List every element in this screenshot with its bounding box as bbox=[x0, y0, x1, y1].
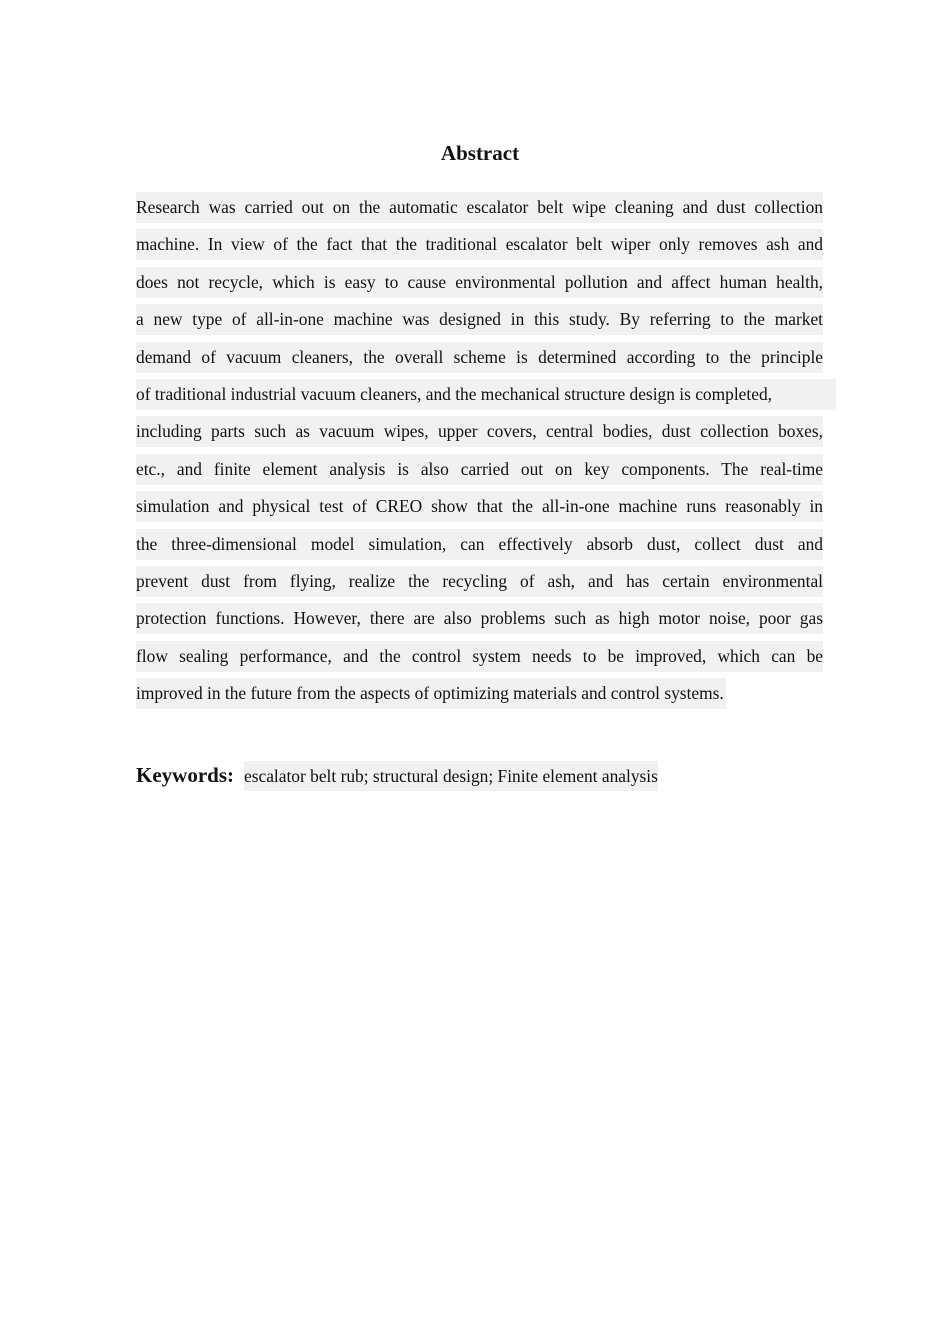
abstract-title: Abstract bbox=[440, 141, 520, 165]
abstract-line bbox=[136, 304, 836, 341]
abstract-line bbox=[136, 529, 836, 566]
abstract-line bbox=[136, 454, 836, 491]
abstract-line-text: improved in the future from the aspects of optimizing materials and control systems. bbox=[136, 678, 726, 709]
abstract-line bbox=[136, 379, 836, 416]
abstract-line-text: Research was carried out on the automatic escalator belt wipe cleaning and dust collection bbox=[136, 192, 823, 223]
abstract-line bbox=[136, 491, 836, 528]
abstract-line-text: demand of vacuum cleaners, the overall scheme is determined according to the principle bbox=[136, 342, 823, 373]
abstract-line-text: of traditional industrial vacuum cleaners, and the mechanical structure design is completed, bbox=[136, 379, 836, 410]
abstract-line-text: prevent dust from flying, realize the recycling of ash, and has certain environmental bbox=[136, 566, 823, 597]
abstract-line-text: etc., and finite element analysis is also carried out on key components. The real-time bbox=[136, 454, 823, 485]
abstract-line bbox=[136, 678, 836, 715]
abstract-line-text: simulation and physical test of CREO show that the all-in-one machine runs reasonably in bbox=[136, 491, 823, 522]
abstract-line-text: does not recycle, which is easy to cause environmental pollution and affect human health, bbox=[136, 267, 823, 298]
abstract-line bbox=[136, 192, 836, 229]
abstract-line bbox=[136, 641, 836, 678]
abstract-line bbox=[136, 416, 836, 453]
abstract-body bbox=[136, 192, 836, 715]
keywords-row bbox=[136, 760, 836, 791]
keywords-label: Keywords: bbox=[136, 763, 234, 787]
abstract-line bbox=[136, 566, 836, 603]
abstract-line-text: a new type of all-in-one machine was designed in this study. By referring to the market bbox=[136, 304, 823, 335]
abstract-line bbox=[136, 603, 836, 640]
abstract-line-text: flow sealing performance, and the control system needs to be improved, which can be bbox=[136, 641, 823, 672]
abstract-line bbox=[136, 267, 836, 304]
abstract-line bbox=[136, 342, 836, 379]
abstract-line-text: protection functions. However, there are also problems such as high motor noise, poor gas bbox=[136, 603, 823, 634]
abstract-line-text: including parts such as vacuum wipes, upper covers, central bodies, dust collection boxes, bbox=[136, 416, 823, 447]
abstract-line-text: the three-dimensional model simulation, can effectively absorb dust, collect dust and bbox=[136, 529, 823, 560]
abstract-line-text: machine. In view of the fact that the traditional escalator belt wiper only removes ash and bbox=[136, 229, 823, 260]
abstract-line bbox=[136, 229, 836, 266]
keywords-value: escalator belt rub; structural design; Finite element analysis bbox=[244, 761, 658, 791]
